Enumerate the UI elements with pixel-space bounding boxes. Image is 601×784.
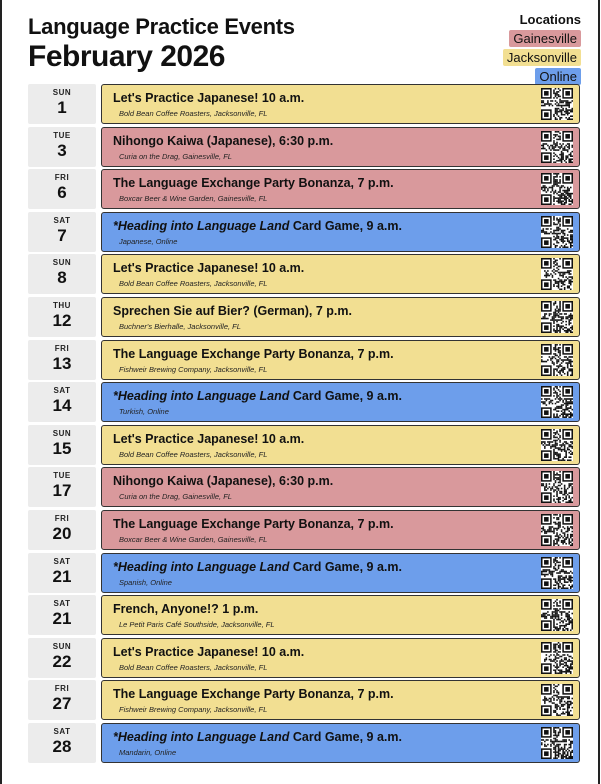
- event-title-text: Card Game, 9 a.m.: [289, 729, 402, 744]
- qr-code-icon[interactable]: [541, 684, 573, 716]
- event-title: [113, 432, 304, 446]
- event-location: Spanish, Online: [119, 577, 172, 587]
- event-card[interactable]: [101, 595, 580, 635]
- legend-title: Locations: [519, 12, 581, 27]
- event-location: Mandarin, Online: [119, 747, 177, 757]
- event-weekday: SAT: [53, 386, 71, 396]
- qr-code-icon[interactable]: [541, 216, 573, 248]
- event-weekday: SUN: [52, 428, 72, 438]
- qr-code-icon[interactable]: [541, 514, 573, 546]
- event-location: Bold Bean Coffee Roasters, Jacksonville, FL: [119, 662, 268, 672]
- event-title: [113, 474, 333, 488]
- event-title-text: The Language Exchange Party Bonanza, 7 p.m.: [113, 176, 394, 191]
- event-location: Boxcar Beer & Wine Garden, Gainesville, FL: [119, 194, 268, 204]
- event-weekday: SUN: [52, 641, 72, 651]
- qr-code-icon[interactable]: [541, 471, 573, 503]
- event-weekday: FRI: [54, 684, 70, 694]
- event-day: 7: [57, 225, 67, 245]
- event-title-text: Card Game, 9 a.m.: [289, 559, 402, 574]
- event-date: [28, 382, 96, 422]
- event-card[interactable]: [101, 638, 580, 678]
- event-day: 20: [52, 523, 72, 543]
- event-title-text: Let's Practice Japanese! 10 a.m.: [113, 431, 305, 446]
- event-date: [28, 425, 96, 465]
- legend-gainesville: Gainesville: [509, 30, 581, 47]
- event-day: 3: [57, 140, 67, 160]
- event-title: [113, 176, 394, 190]
- event-title-text: Nihongo Kaiwa (Japanese), 6:30 p.m.: [113, 474, 334, 489]
- event-weekday: FRI: [54, 173, 70, 183]
- event-title-prefix: *Heading into Language Land: [113, 218, 290, 233]
- qr-code-icon[interactable]: [541, 727, 573, 759]
- event-title: [113, 347, 394, 361]
- qr-code-icon[interactable]: [541, 258, 573, 290]
- event-title-text: The Language Exchange Party Bonanza, 7 p.m.: [113, 346, 394, 361]
- event-title-text: The Language Exchange Party Bonanza, 7 p.m.: [113, 516, 394, 531]
- event-row: [28, 382, 580, 422]
- event-date: [28, 84, 96, 124]
- event-title-prefix: *Heading into Language Land: [113, 389, 290, 404]
- event-title: [113, 134, 333, 148]
- event-card[interactable]: [101, 467, 580, 507]
- event-date: [28, 212, 96, 252]
- event-date: [28, 723, 96, 763]
- event-title: [113, 261, 304, 275]
- event-card[interactable]: [101, 127, 580, 167]
- event-title: [113, 645, 304, 659]
- event-row: [28, 467, 580, 507]
- event-card[interactable]: [101, 425, 580, 465]
- event-card[interactable]: [101, 553, 580, 593]
- event-weekday: SAT: [53, 215, 71, 225]
- event-title: [113, 687, 394, 701]
- event-location: Le Petit Paris Café Southside, Jacksonville, FL: [119, 620, 275, 630]
- event-card[interactable]: [101, 382, 580, 422]
- event-location: Japanese, Online: [119, 236, 178, 246]
- event-row: [28, 127, 580, 167]
- event-row: [28, 510, 580, 550]
- event-date: [28, 127, 96, 167]
- event-title-text: Nihongo Kaiwa (Japanese), 6:30 p.m.: [113, 133, 334, 148]
- event-title: [113, 602, 258, 616]
- event-card[interactable]: [101, 340, 580, 380]
- event-day: 8: [57, 268, 67, 288]
- event-title-text: Let's Practice Japanese! 10 a.m.: [113, 261, 305, 276]
- event-weekday: FRI: [54, 343, 70, 353]
- event-weekday: SAT: [53, 556, 71, 566]
- event-weekday: SAT: [53, 599, 71, 609]
- event-day: 1: [57, 98, 67, 117]
- event-row: [28, 297, 580, 337]
- event-day: 13: [52, 353, 72, 373]
- event-row: [28, 254, 580, 294]
- event-location: Boxcar Beer & Wine Garden, Gainesville, FL: [119, 534, 268, 544]
- event-date: [28, 510, 96, 550]
- event-title-text: Card Game, 9 a.m.: [289, 389, 402, 404]
- event-weekday: SUN: [52, 88, 72, 97]
- event-row: [28, 638, 580, 678]
- event-title: [113, 91, 304, 105]
- event-row: [28, 84, 580, 124]
- event-title-text: Sprechen Sie auf Bier? (German), 7 p.m.: [113, 303, 352, 318]
- event-card[interactable]: [101, 297, 580, 337]
- event-date: [28, 254, 96, 294]
- event-location: Bold Bean Coffee Roasters, Jacksonville, FL: [119, 279, 268, 289]
- event-title-text: The Language Exchange Party Bonanza, 7 p.m.: [113, 687, 394, 702]
- event-row: [28, 425, 580, 465]
- qr-code-icon[interactable]: [541, 386, 573, 418]
- qr-code-icon[interactable]: [541, 599, 573, 631]
- event-day: 21: [52, 609, 72, 629]
- event-location: Fishweir Brewing Company, Jacksonville, FL: [119, 364, 268, 374]
- event-date: [28, 297, 96, 337]
- event-title: [113, 304, 352, 318]
- event-row: [28, 340, 580, 380]
- event-row: [28, 212, 580, 252]
- event-row: [28, 595, 580, 635]
- qr-code-icon[interactable]: [541, 301, 573, 333]
- page-title: Language Practice Events: [28, 14, 295, 39]
- locations-legend: [503, 12, 581, 85]
- event-weekday: TUE: [53, 471, 71, 481]
- event-title-text: Let's Practice Japanese! 10 a.m.: [113, 644, 305, 659]
- qr-code-icon[interactable]: [541, 344, 573, 376]
- left-border: [0, 0, 2, 784]
- event-location: Bold Bean Coffee Roasters, Jacksonville, FL: [119, 449, 268, 459]
- event-day: 21: [52, 566, 72, 586]
- event-day: 28: [52, 736, 72, 756]
- event-title-text: Let's Practice Japanese! 10 a.m.: [113, 91, 305, 105]
- event-weekday: FRI: [54, 513, 70, 523]
- event-card[interactable]: [101, 510, 580, 550]
- event-date: [28, 553, 96, 593]
- event-day: 15: [52, 438, 72, 458]
- event-title: [113, 560, 402, 574]
- event-title: [113, 389, 402, 403]
- page-subtitle-month: February 2026: [28, 40, 225, 73]
- qr-code-icon[interactable]: [541, 88, 573, 120]
- event-weekday: TUE: [53, 130, 71, 140]
- event-title-text: French, Anyone!? 1 p.m.: [113, 602, 259, 617]
- event-row: [28, 680, 580, 720]
- right-border: [598, 0, 600, 784]
- legend-jacksonville: Jacksonville: [503, 49, 581, 66]
- event-weekday: THU: [53, 300, 71, 310]
- event-title: [113, 517, 394, 531]
- event-day: 17: [52, 481, 72, 501]
- event-day: 27: [52, 694, 72, 714]
- event-date: [28, 169, 96, 209]
- event-row: [28, 723, 580, 763]
- event-location: Fishweir Brewing Company, Jacksonville, FL: [119, 705, 268, 715]
- qr-code-icon[interactable]: [541, 173, 573, 205]
- event-weekday: SAT: [53, 726, 71, 736]
- qr-code-icon[interactable]: [541, 131, 573, 163]
- event-date: [28, 595, 96, 635]
- event-date: [28, 340, 96, 380]
- event-date: [28, 680, 96, 720]
- event-weekday: SUN: [52, 258, 72, 268]
- event-card[interactable]: [101, 212, 580, 252]
- event-location: Curia on the Drag, Gainesville, FL: [119, 492, 232, 502]
- event-list: [28, 84, 580, 766]
- event-location: Curia on the Drag, Gainesville, FL: [119, 151, 232, 161]
- event-title: [113, 730, 402, 744]
- event-location: Bold Bean Coffee Roasters, Jacksonville, FL: [119, 109, 268, 118]
- legend-online: Online: [535, 68, 581, 85]
- qr-code-icon[interactable]: [541, 557, 573, 589]
- event-row: [28, 169, 580, 209]
- event-title-text: Card Game, 9 a.m.: [289, 218, 402, 233]
- event-title-prefix: *Heading into Language Land: [113, 559, 290, 574]
- event-card[interactable]: [101, 680, 580, 720]
- event-day: 6: [57, 183, 67, 203]
- event-day: 14: [52, 396, 72, 416]
- qr-code-icon[interactable]: [541, 429, 573, 461]
- event-card[interactable]: [101, 254, 580, 294]
- event-title: [113, 219, 402, 233]
- qr-code-icon[interactable]: [541, 642, 573, 674]
- event-card[interactable]: [101, 84, 580, 124]
- event-date: [28, 467, 96, 507]
- event-day: 22: [52, 651, 72, 671]
- event-location: Turkish, Online: [119, 407, 169, 417]
- event-date: [28, 638, 96, 678]
- event-title-prefix: *Heading into Language Land: [113, 729, 290, 744]
- event-day: 12: [52, 310, 72, 330]
- event-card[interactable]: [101, 723, 580, 763]
- event-location: Buchner's Bierhalle, Jacksonville, FL: [119, 321, 241, 331]
- event-row: [28, 553, 580, 593]
- event-card[interactable]: [101, 169, 580, 209]
